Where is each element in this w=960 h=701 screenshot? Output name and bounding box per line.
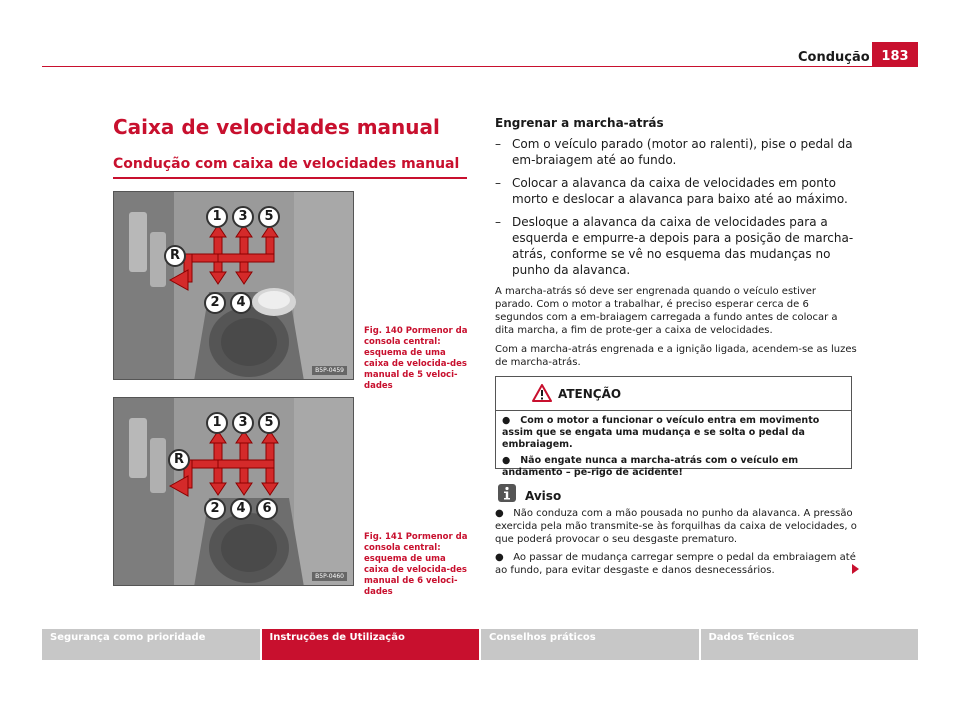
step-item [495,136,857,168]
tab-conselhos[interactable]: Conselhos práticos [481,629,701,660]
warning-title: ATENÇÃO [558,387,622,401]
figure-6-speed-gearbox [113,397,354,586]
page-number: 183 [872,42,918,66]
gear-label: 2 [204,292,226,314]
header-rule [42,66,918,67]
reverse-gear-label: R [164,245,186,267]
step-item [495,175,857,207]
note-item-text: Não conduza com a mão pousada no punho da alavanca. A pressão exercida pela mão transmite-se às forquilhas da caixa de velocidades, o que poderá provocar o seu desgaste prematuro. [495,508,857,545]
section-title: Caixa de velocidades manual [113,115,440,139]
tab-seguranca[interactable]: Segurança como prioridade [42,629,262,660]
continue-arrow-icon[interactable] [852,564,859,574]
dash-bullet: – [495,215,501,229]
dash-bullet: – [495,137,501,151]
gear-label: 3 [232,412,254,434]
info-note-icon [497,483,517,503]
gear-labels-bottom [204,292,252,314]
subtitle-rule [113,177,467,179]
tab-dados-tecnicos[interactable]: Dados Técnicos [701,629,919,660]
figure-5-speed-gearbox [113,191,354,380]
note-item: ● Ao passar de mudança carregar sempre o pedal da embraiagem até ao fundo, para evitar desgaste e danos desnecessários. [495,552,856,576]
step-text: Colocar a alavanca da caixa de velocidades em ponto morto e deslocar a alavanca para baixo até ao máximo. [512,176,848,206]
warning-item: ● Com o motor a funcionar o veículo entra em movimento assim que se engata uma mudança e se solta o pedal da embraiagem. [502,415,820,450]
gear-labels-top [206,206,280,228]
figure-caption: Fig. 140 Pormenor da consola central: esquema de uma caixa de velocida-des manual de 5 veloci-dades [364,326,468,391]
note-section [495,483,857,582]
gear-label: 6 [256,498,278,520]
gear-labels-top [206,412,280,434]
figure-code: B5P-0459 [312,366,347,375]
gear-label: 1 [206,412,228,434]
body-paragraph: A marcha-atrás só deve ser engrenada quando o veículo estiver parado. Com o motor a trabalhar, é preciso esperar cerca de 6 segundos com a em-braiagem carregada a fundo antes de colocar a dita marcha, a fim de prote-ger a caixa de velocidades. [495,286,838,336]
dash-bullet: – [495,176,501,190]
tab-instrucoes[interactable]: Instruções de Utilização [262,629,482,660]
instructions-heading: Engrenar a marcha-atrás [495,116,664,130]
gear-label: 4 [230,292,252,314]
gear-label: 1 [206,206,228,228]
gear-label: 5 [258,206,280,228]
section-subtitle: Condução com caixa de velocidades manual [113,156,460,172]
figure-code: B5P-0460 [312,572,347,581]
warning-item-text: Não engate nunca a marcha-atrás com o veículo em andamento – pe-rigo de acidente! [502,455,799,478]
step-item [495,214,857,278]
figure-caption: Fig. 141 Pormenor da consola central: esquema de uma caixa de velocida-des manual de 6 veloci-dades [364,532,468,597]
warning-triangle-icon [532,384,552,402]
warning-item: ● Não engate nunca a marcha-atrás com o veículo em andamento – pe-rigo de acidente! [502,455,799,478]
note-item: ● Não conduza com a mão pousada no punho da alavanca. A pressão exercida pela mão transmite-se às forquilhas da caixa de velocidades, o que poderá provocar o seu desgaste prematuro. [495,508,857,545]
note-title: Aviso [525,489,562,503]
gear-labels-bottom [204,498,278,520]
gear-label: 4 [230,498,252,520]
note-header [495,483,857,505]
warning-body [496,411,851,487]
instructions-column [495,116,857,375]
warning-header [496,377,851,411]
warning-item-text: Com o motor a funcionar o veículo entra em movimento assim que se engata uma mudança e se solta o pedal da embraiagem. [502,415,820,450]
step-text: Desloque a alavanca da caixa de velocidades para a esquerda e empurre-a depois para a posição de marcha-atrás, conforme se vê no esquema das mudanças no punho da alavanca. [512,215,854,277]
running-title: Condução [798,50,870,65]
warning-box [495,376,852,478]
note-item-text: Ao passar de mudança carregar sempre o pedal da embraiagem até ao fundo, para evitar desgaste e danos desnecessários. [495,552,856,576]
gear-label: 3 [232,206,254,228]
gear-label: 2 [204,498,226,520]
reverse-gear-label: R [168,449,190,471]
step-text: Com o veículo parado (motor ao ralenti), pise o pedal da em-braiagem até ao fundo. [512,137,853,167]
gear-label: 5 [258,412,280,434]
body-paragraph: Com a marcha-atrás engrenada e a ignição ligada, acendem-se as luzes de marcha-atrás. [495,344,857,368]
footer-nav [42,629,918,660]
